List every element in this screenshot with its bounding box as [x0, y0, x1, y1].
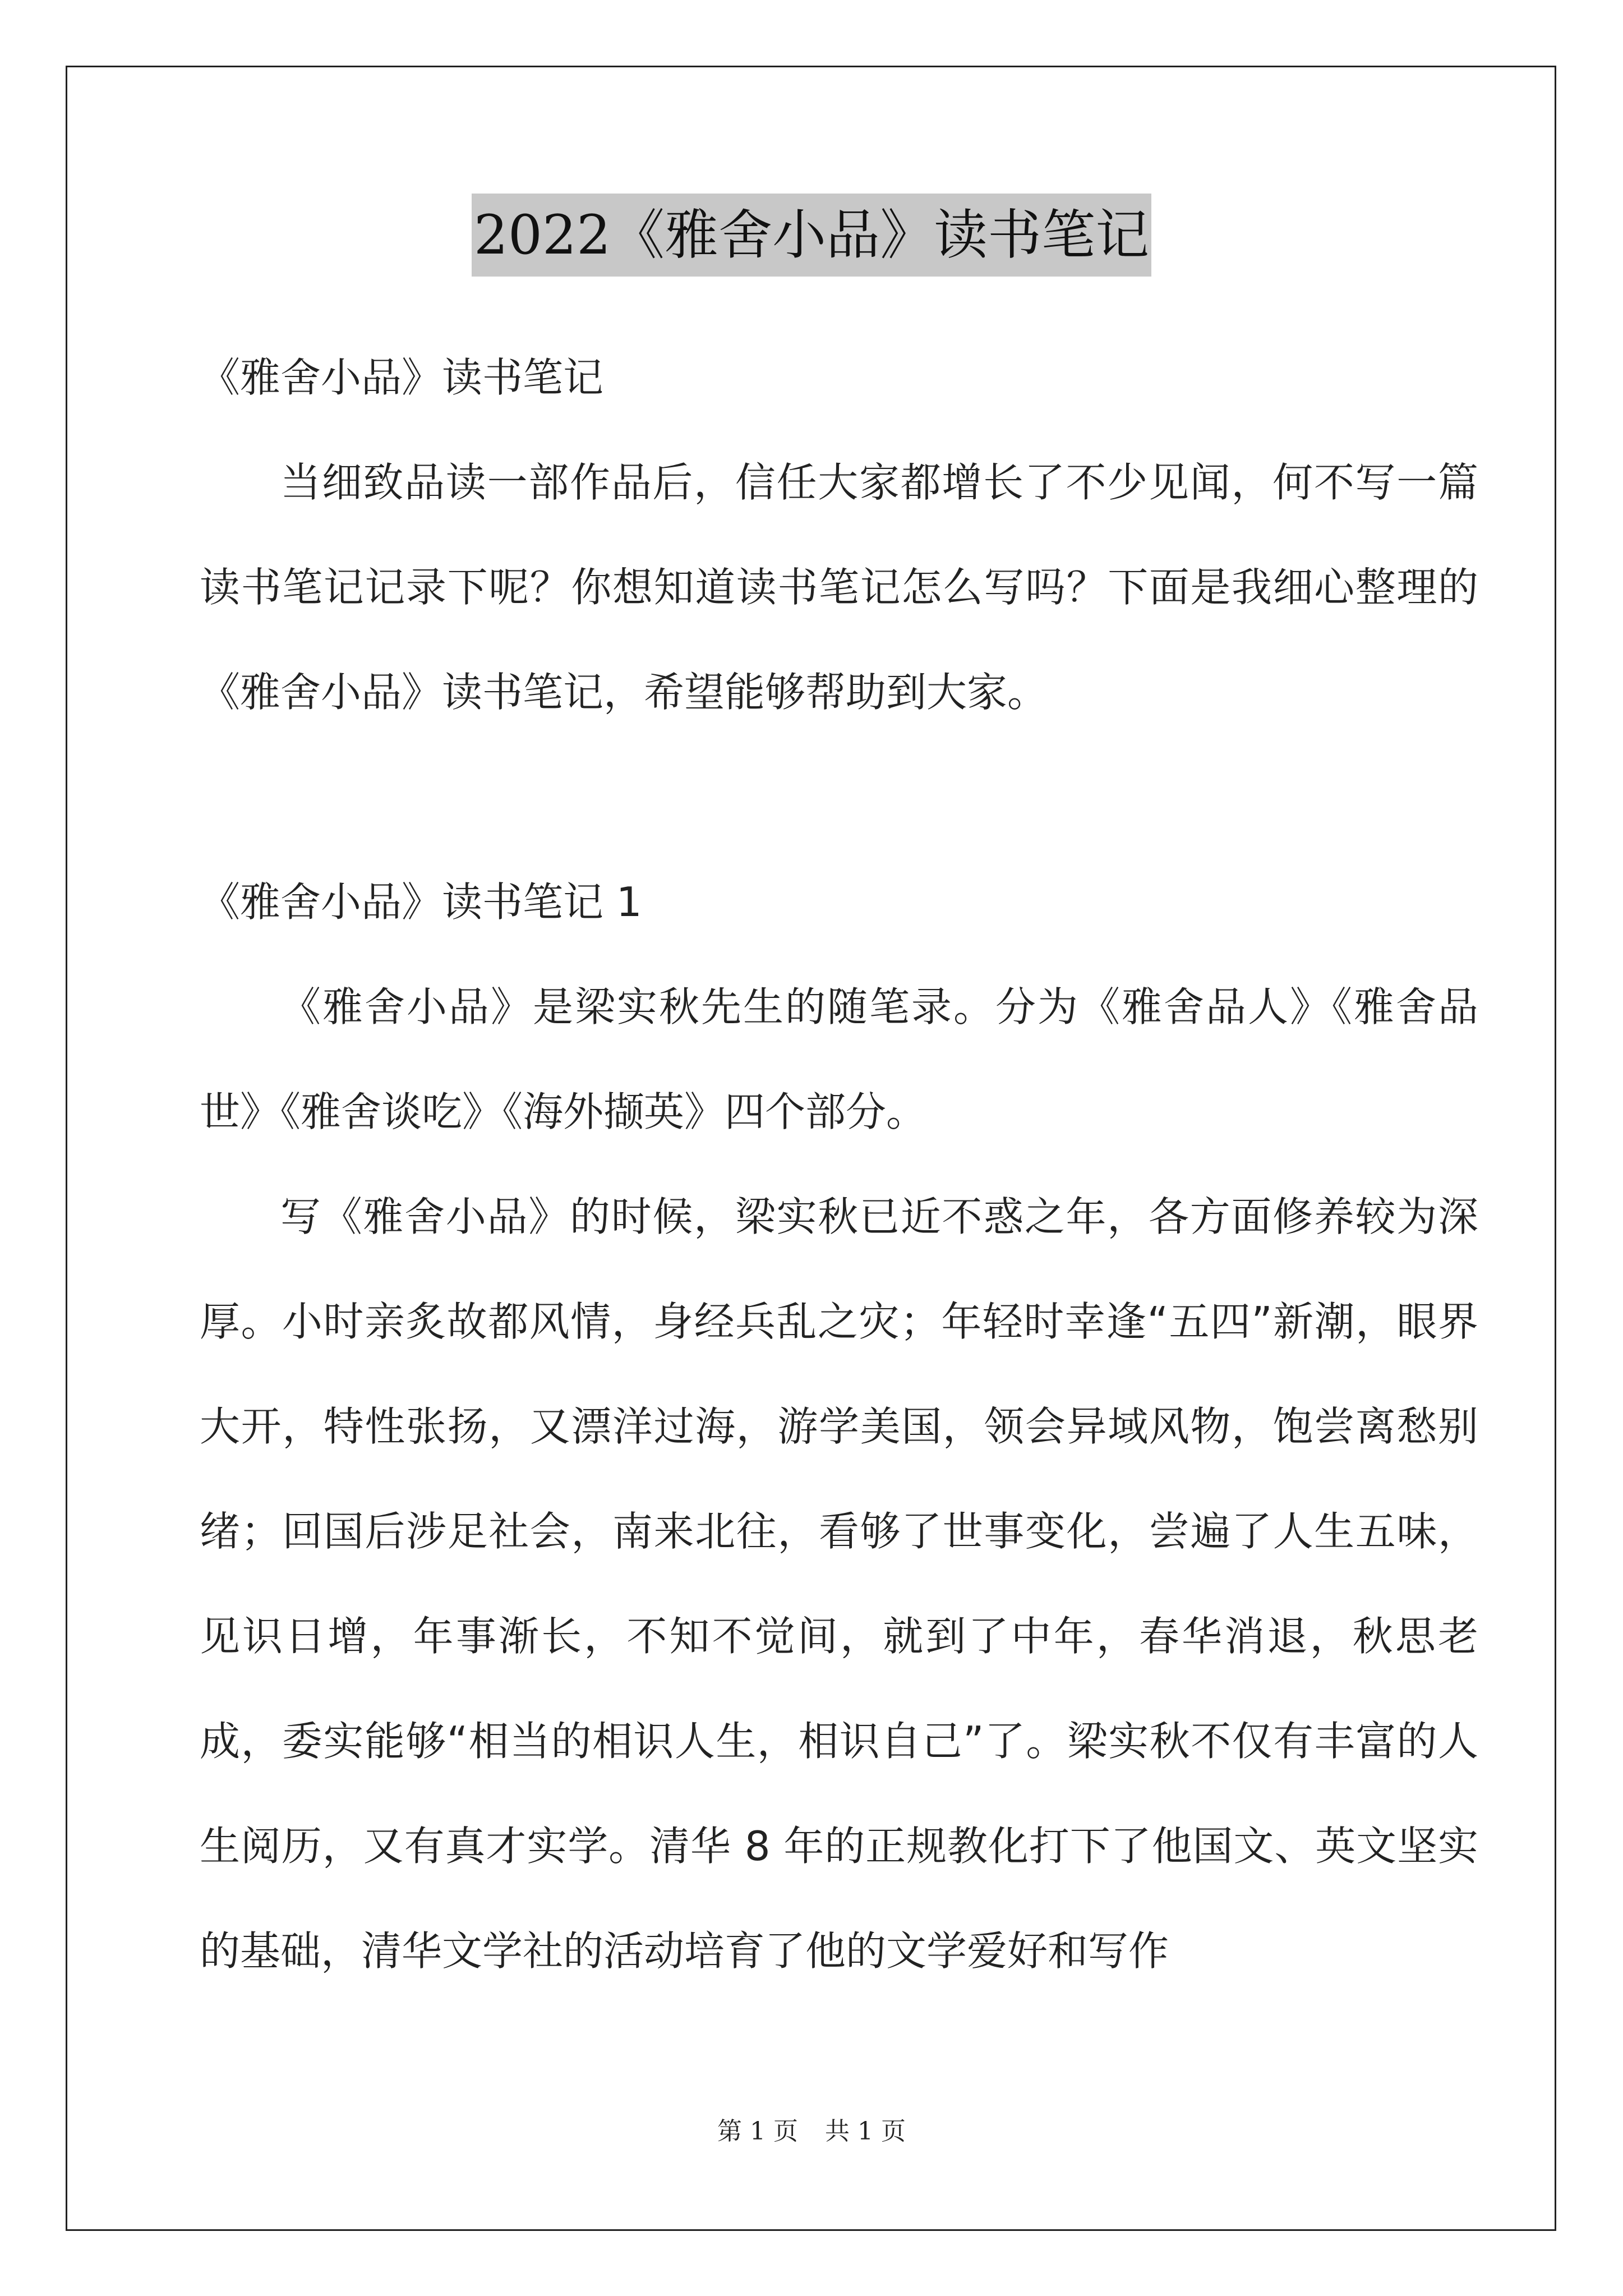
section-spacer — [200, 745, 1478, 850]
page-total: 共 1 页 — [825, 2117, 906, 2146]
document-body — [200, 325, 1478, 2004]
intro-paragraph: 当细致品读一部作品后，信任大家都增长了不少见闻，何不写一篇读书笔记记录下呢？你想知道读书笔记怎么写吗？下面是我细心整理的《雅舍小品》读书笔记，希望能够帮助到大家。 — [200, 459, 1478, 716]
body-paragraph: 《雅舍小品》是梁实秋先生的随笔录。分为《雅舍品人》《雅舍品世》《雅舍谈吃》《海外撷英》四个部分。 — [200, 983, 1478, 1135]
title-container — [0, 194, 1623, 277]
section-heading: 《雅舍小品》读书笔记 1 — [200, 878, 642, 926]
subtitle: 《雅舍小品》读书笔记 — [200, 354, 604, 401]
page-number: 第 1 页 — [717, 2117, 798, 2146]
body-paragraph: 写《雅舍小品》的时候，梁实秋已近不惑之年，各方面修养较为深厚。小时亲炙故都风情，身经兵乱之灾；年轻时幸逢“五四”新潮，眼界大开，特性张扬，又漂洋过海，游学美国，领会异域风物，饱尝离愁别绪；回国后涉足社会，南来北往，看够了世事变化，尝遍了人生五味，见识日增，年事渐长，不知不觉间，就到了中年，春华消退，秋思老成，委实能够“相当的相识人生，相识自己”了。梁实秋不仅有丰富的人生阅历，又有真才实学。清华 8 年的正规教化打下了他国文、英文坚实的基础，清华文学社的活动培育了他的文学爱好和写作 — [200, 1193, 1478, 1975]
page-footer — [0, 2115, 1623, 2148]
document-title: 2022《雅舍小品》读书笔记 — [472, 194, 1151, 277]
